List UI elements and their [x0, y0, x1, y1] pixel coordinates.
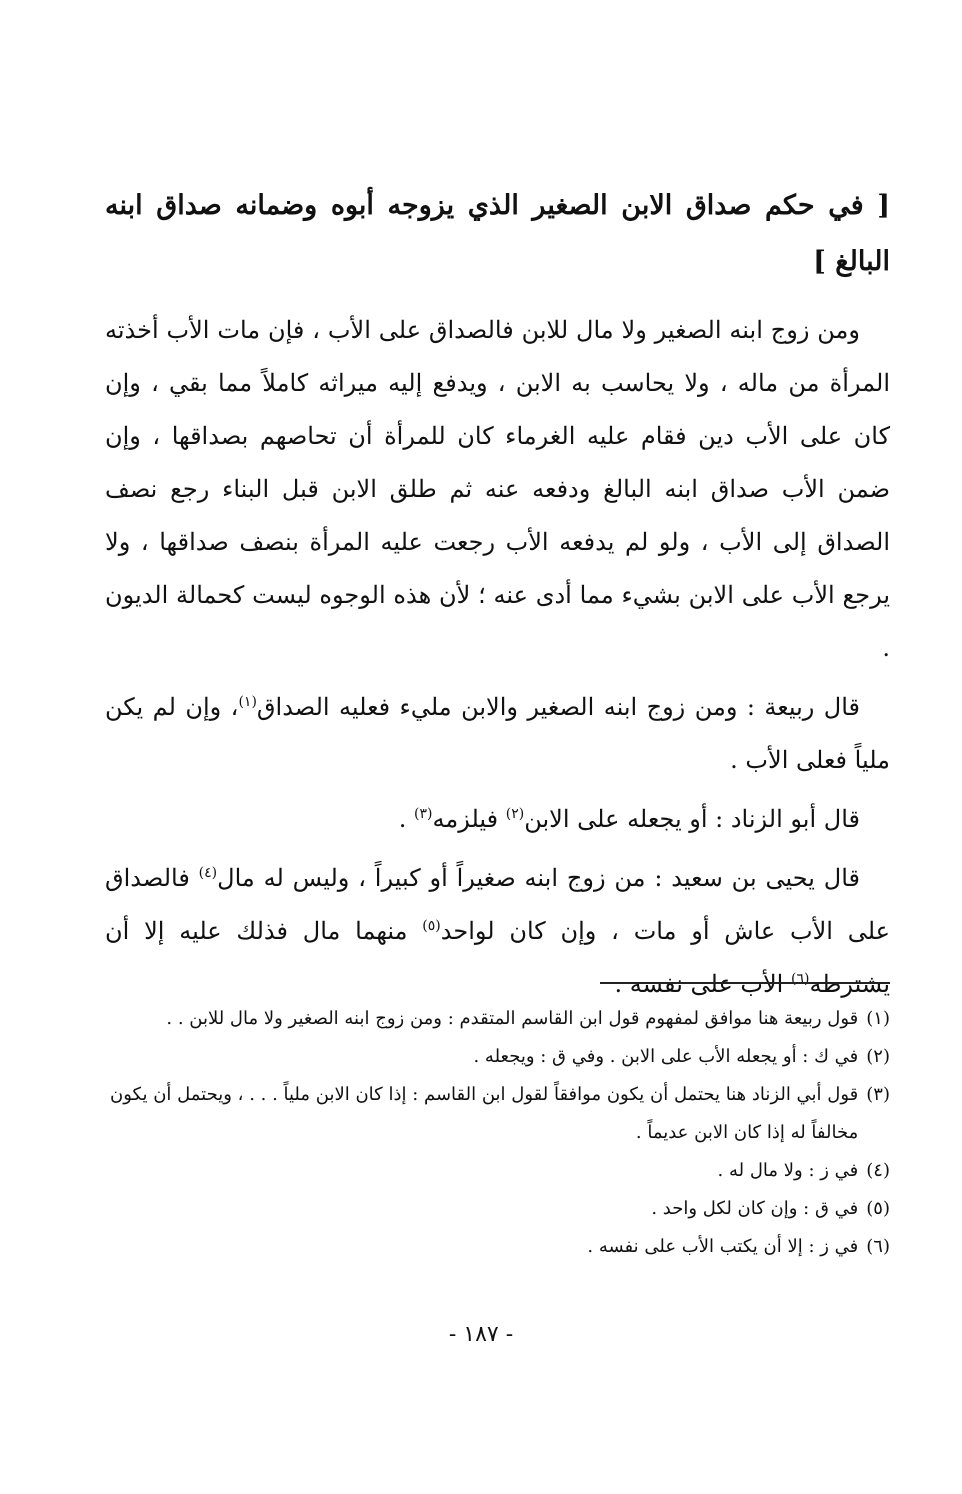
- paragraph-1: [105, 304, 890, 675]
- footnote-ref-6[interactable]: (٦): [790, 971, 810, 987]
- footnote-ref-5[interactable]: (٥): [422, 918, 441, 934]
- footnote-number: (١): [866, 1008, 890, 1029]
- footnote-number: (٦): [866, 1236, 890, 1257]
- paragraph-text: ، وإن لم يكن ملياً فعلى الأب .: [105, 693, 890, 774]
- section-heading: [ في حكم صداق الابن الصغير الذي يزوجه أبوه وضمانه صداق ابنه البالغ ]: [105, 190, 890, 277]
- footnote-number: (٢): [866, 1046, 890, 1067]
- footnote-5: [105, 1190, 890, 1228]
- paragraph-text: فالصداق على الأب عاش أو مات ، وإن كان لواحد: [105, 864, 891, 945]
- footnote-text: قول ربيعة هنا موافق لمفهوم قول ابن القاسم المتقدم : ومن زوج ابنه الصغير ولا مال للابن . .: [166, 1008, 859, 1029]
- footnote-divider: [600, 982, 890, 984]
- paragraph-4: [105, 852, 890, 1011]
- footnote-3: [105, 1076, 890, 1152]
- paragraph-text: ومن زوج ابنه الصغير ولا مال للابن فالصداق على الأب ، فإن مات الأب أخذته المرأة من ماله ، ولا يحاسب به الابن ، ويدفع إليه ميراثه كاملاً مما بقي ، وإن كان على الأب دين فقام عليه الغرماء كان للمرأة أن تحاصهم بصداقها ، وإن ضمن الأب صداق ابنه البالغ ودفعه عنه ثم طلق الابن قبل البناء رجع نصف الصداق إلى الأب ، ولو لم يدفعه الأب رجعت عليه المرأة بنصف صداقها ، ولا يرجع الأب على الابن بشيء مما أدى عنه ؛ لأن هذه الوجوه ليست كحمالة الديون .: [105, 316, 890, 662]
- paragraph-text: .: [398, 805, 415, 833]
- footnote-1: [105, 1000, 890, 1038]
- footnote-ref-4[interactable]: (٤): [198, 865, 218, 881]
- footnote-2: [105, 1038, 890, 1076]
- footnote-ref-3[interactable]: (٣): [414, 806, 433, 822]
- footnote-text: في ز : ولا مال له .: [717, 1160, 859, 1181]
- paragraph-text: منهما مال فذلك عليه إلا أن يشترطه: [105, 917, 890, 998]
- paragraph-text: قال يحيى بن سعيد : من زوج ابنه صغيراً أو كبيراً ، وليس له مال: [217, 864, 860, 892]
- main-text: [105, 178, 890, 1017]
- footnote-4: [105, 1152, 890, 1190]
- footnote-text: قول أبي الزناد هنا يحتمل أن يكون موافقاً لقول ابن القاسم : إذا كان الابن ملياً . . . ، ويحتمل أن يكون مخالفاً له إذا كان الابن عديماً .: [110, 1084, 859, 1143]
- footnotes: [105, 1000, 890, 1266]
- footnote-number: (٤): [866, 1160, 890, 1181]
- footnote-number: (٥): [866, 1198, 890, 1219]
- footnote-text: في ز : إلا أن يكتب الأب على نفسه .: [587, 1236, 859, 1257]
- footnote-number: (٣): [866, 1084, 890, 1105]
- paragraph-text: الأب على نفسه .: [614, 970, 791, 998]
- paragraph-text: فيلزمه: [432, 805, 506, 833]
- paragraph-2: [105, 681, 890, 787]
- paragraph-text: قال أبو الزناد : أو يجعله على الابن: [524, 805, 860, 833]
- footnote-6: [105, 1228, 890, 1266]
- footnote-ref-1[interactable]: (١): [238, 694, 257, 710]
- footnote-text: في ك : أو يجعله الأب على الابن . وفي ق : ويجعله .: [473, 1046, 859, 1067]
- footnote-text: في ق : وإن كان لكل واحد .: [651, 1198, 859, 1219]
- paragraph-text: قال ربيعة : ومن زوج ابنه الصغير والابن مليء فعليه الصداق: [256, 693, 860, 721]
- paragraph-3: [105, 793, 890, 846]
- page-number: - ١٨٧ -: [448, 1322, 514, 1347]
- footnote-ref-2[interactable]: (٢): [505, 806, 525, 822]
